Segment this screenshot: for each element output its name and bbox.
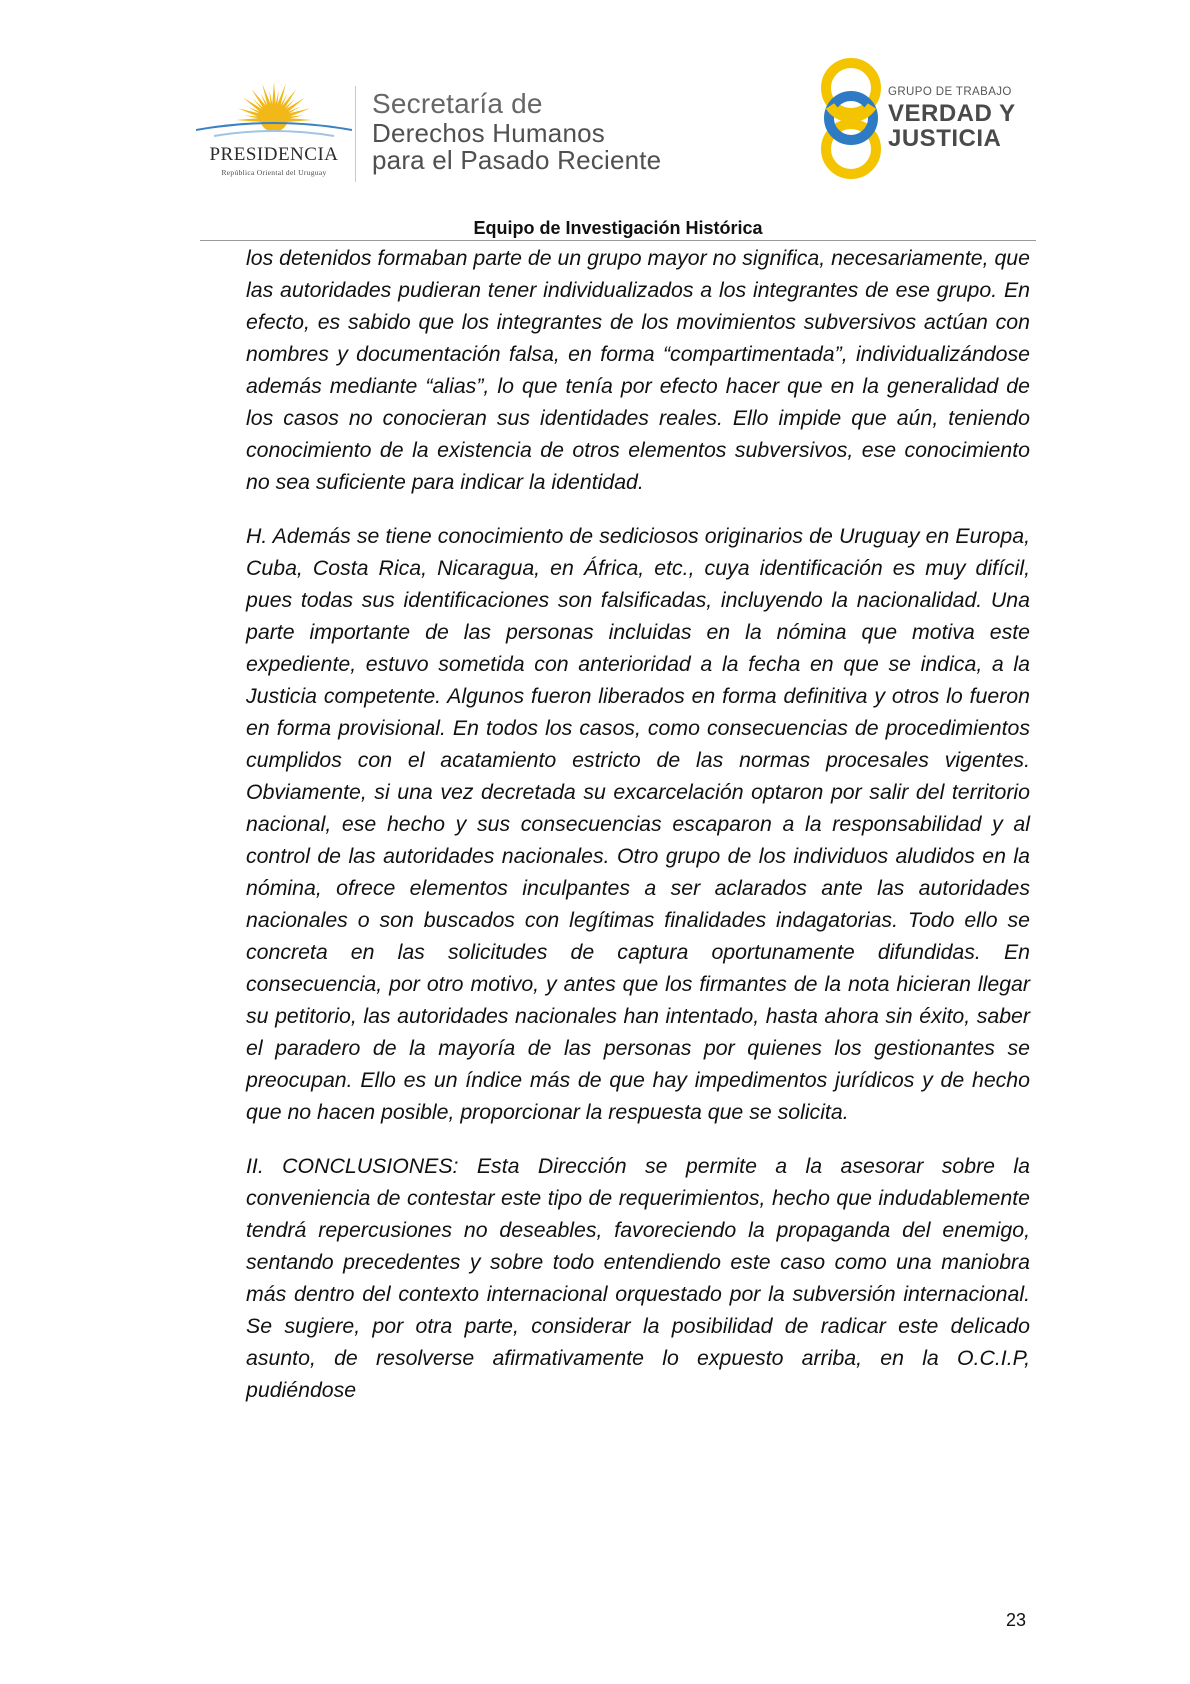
paragraph-1: los detenidos formaban parte de un grupo mayor no significa, necesariamente, que las autoridades pudieran tener individualizados a los integrantes de ese grupo. En efecto, es sabido que los integrantes de los movimientos subversivos actúan con nombres y documentación falsa, en forma “compartimentada”, individualizándose además mediante “alias”, lo que tenía por efecto hacer que en la generalidad de los casos no conocieran sus identidades reales. Ello impide que aún, teniendo conocimiento de la existencia de otros elementos subversivos, ese conocimiento no sea suficiente para indicar la identidad. xyxy=(246,246,1030,494)
presidencia-subtitle: República Oriental del Uruguay xyxy=(221,168,327,177)
presidencia-logo xyxy=(196,78,352,178)
secretaria-line-2: Derechos Humanos xyxy=(372,118,605,148)
grupo-line-3: JUSTICIA xyxy=(888,125,1002,152)
sun-emblem-icon xyxy=(196,78,352,148)
secretaria-line-1: Secretaría de xyxy=(372,88,543,119)
header-divider xyxy=(355,86,356,182)
grupo-line-2: VERDAD Y xyxy=(888,100,1016,127)
presidencia-name: PRESIDENCIA xyxy=(209,144,339,165)
rings-logo-icon xyxy=(818,54,888,184)
header-rule xyxy=(200,240,1036,241)
secretaria-line-3: para el Pasado Reciente xyxy=(372,145,662,175)
verdad-justicia-logo xyxy=(818,54,1030,184)
page-number: 23 xyxy=(1006,1610,1027,1630)
paragraph-2: H. Además se tiene conocimiento de sediciosos originarios de Uruguay en Europa, Cuba, Costa Rica, Nicaragua, en África, etc., cuya identificación es muy difícil, pues todas sus identificaciones son falsificadas, incluyendo la nacionalidad. Una parte importante de las personas incluidas en la nómina que motiva este expediente, estuvo sometida con anterioridad a la fecha en que se indica, a la Justicia competente. Algunos fueron liberados en forma definitiva y otros lo fueron en forma provisional. En todos los casos, como consecuencias de procedimientos cumplidos con el acatamiento estricto de las normas procesales vigentes. Obviamente, si una vez decretada su excarcelación optaron por salir del territorio nacional, ese hecho y sus consecuencias escaparon a la responsabilidad y al control de las autoridades nacionales. Otro grupo de los individuos aludidos en la nómina, ofrece elementos inculpantes a ser aclarados ante las autoridades nacionales o son buscados con legítimas finalidades indagatorias. Todo ello se concreta en las solicitudes de captura oportunamente difundidas. En consecuencia, por otro motivo, y antes que los firmantes de la nota hicieran llegar su petitorio, las autoridades nacionales han intentado, hasta ahora sin éxito, saber el paradero de la mayoría de las personas por quienes los gestionantes se preocupan. Ello es un índice más de que hay impedimentos jurídicos y de hecho que no hacen posible, proporcionar la respuesta que se solicita. xyxy=(246,524,1030,1124)
secretaria-logo-text xyxy=(372,88,661,174)
document-body xyxy=(246,242,1030,1428)
section-title: Equipo de Investigación Histórica xyxy=(473,218,763,238)
paragraph-3: II. CONCLUSIONES: Esta Dirección se permite a la asesorar sobre la conveniencia de contestar este tipo de requerimientos, hecho que indudablemente tendrá repercusiones no deseables, favoreciendo la propaganda del enemigo, sentando precedentes y sobre todo entendiendo este caso como una maniobra más dentro del contexto internacional orquestado por la subversión internacional. Se sugiere, por otra parte, considerar la posibilidad de radicar este delicado asunto, de resolverse afirmativamente lo expuesto arriba, en la O.C.I.P, pudiéndose xyxy=(246,1154,1030,1402)
page-header xyxy=(0,0,1190,240)
grupo-line-1: GRUPO DE TRABAJO xyxy=(888,86,1012,98)
